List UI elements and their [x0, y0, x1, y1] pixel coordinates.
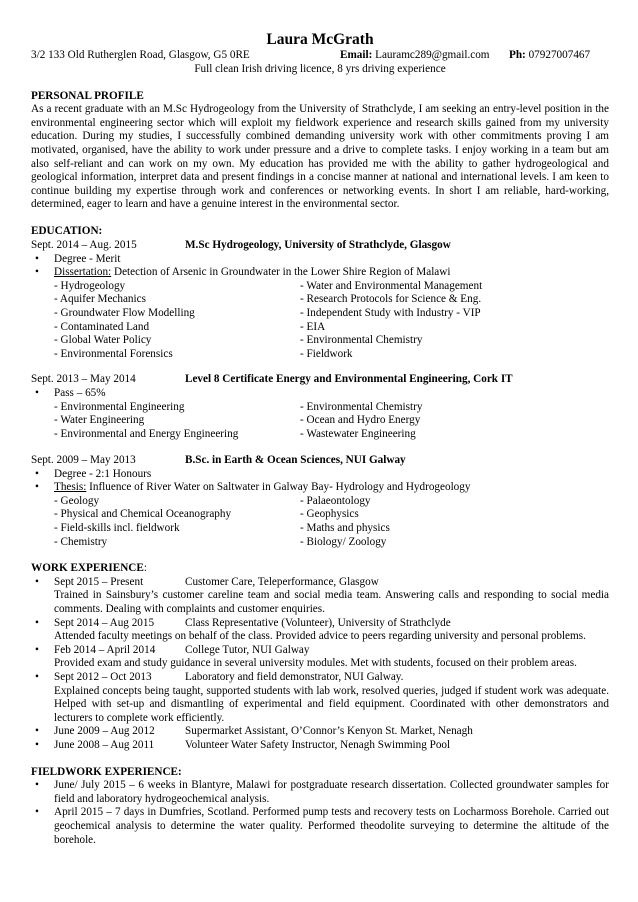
job-head: [54, 644, 609, 658]
job-item: [31, 576, 609, 617]
bullet-icon: •: [35, 725, 39, 738]
job-description: Attended faculty meetings on behalf of the class. Provided advice to peers regarding university and personal problems.: [54, 630, 586, 643]
job-role: Customer Care, Teleperformance, Glasgow: [185, 575, 379, 588]
bullet-item: [31, 266, 609, 280]
module-list: [31, 280, 609, 362]
bullet-item: [31, 253, 609, 267]
module-row: [54, 321, 609, 335]
thesis-text: Influence of River Water on Saltwater in Galway Bay- Hydrology and Hydrogeology: [86, 481, 471, 494]
address: 3/2 133 Old Rutherglen Road, Glasgow, G5 0RE: [31, 49, 250, 61]
module-row: [54, 401, 609, 415]
job-description: Trained in Sainsbury’s customer careline team and social media team. Answering calls and responding to social media comments. Dealing with complaints and customer enquiries.: [54, 589, 609, 615]
bullet-icon: •: [35, 252, 39, 265]
module-item: - EIA: [300, 320, 326, 333]
module-list: [31, 495, 609, 549]
education-grade: Pass – 65%: [54, 387, 106, 400]
email-block: [340, 49, 490, 63]
job-role: Volunteer Water Safety Instructor, Nenagh Swimming Pool: [185, 738, 451, 751]
job-item: [31, 671, 609, 725]
work-heading-colon: :: [143, 562, 147, 575]
contact-line: [31, 49, 609, 63]
email-link[interactable]: Lauramc289@gmail.com: [375, 49, 490, 61]
module-item: - Physical and Chemical Oceanography: [54, 508, 232, 521]
profile-heading: PERSONAL PROFILE: [31, 89, 144, 102]
bullet-icon: •: [35, 643, 39, 656]
bullet-item: [31, 481, 609, 495]
module-item: - Fieldwork: [300, 347, 353, 360]
job-role: Supermarket Assistant, O’Connor’s Kenyon St. Market, Nenagh: [185, 725, 473, 738]
education-entry: [31, 239, 609, 253]
work-heading: [31, 562, 609, 576]
fieldwork-heading: FIELDWORK EXPERIENCE:: [31, 765, 182, 778]
job-head: [54, 725, 609, 739]
education-entry: [31, 373, 609, 387]
job-item: [31, 739, 609, 753]
cv-page: [31, 30, 609, 847]
profile-text: As a recent graduate with an M.Sc Hydrogeology from the University of Strathclyde, I am seeking an entry-level position in the environmental engineering sector which will exploit my fieldwork experience and research skills gained from my university education. During my studies, I successfully combined demanding university work with other commitments proving I am motivated, organised, have the ability to work under pressure and a drive to complete tasks. I enjoy working in a team but am also self-reliant and can work on my own. My education has provided me with the ability to gather hydrogeological and geological information, interpret data and present findings in a concise manner at national and international levels. I am keen to continue building my expertise through work and conferences or networking events. In short I am reliable, hard-working, determined, eager to learn and have a genuine interest in the environmental sector.: [31, 103, 609, 211]
job-dates: June 2008 – Aug 2011: [54, 738, 155, 751]
module-row: [54, 522, 609, 536]
bullet-icon: •: [35, 670, 39, 683]
job-description: Provided exam and study guidance in several university modules. Met with students, focused on their problem areas.: [54, 657, 577, 670]
fieldwork-text: April 2015 – 7 days in Dumfries, Scotland. Performed pump tests and recovery tests on Locharmoss Borehole. Carried out geochemical analysis to determine the water quality. Performed theodolite surveying to determine the altitude of the borehole.: [54, 806, 609, 846]
job-head: [54, 576, 609, 590]
job-dates: Sept 2012 – Oct 2013: [54, 670, 152, 683]
bullet-icon: •: [35, 575, 39, 588]
module-item: - Palaeontology: [300, 494, 371, 507]
education-title: M.Sc Hydrogeology, University of Strathclyde, Glasgow: [185, 238, 451, 251]
bullet-icon: •: [35, 738, 39, 751]
job-head: [54, 617, 609, 631]
module-item: - Environmental Forensics: [54, 347, 173, 360]
job-role: Class Representative (Volunteer), University of Strathclyde: [185, 616, 451, 629]
bullet-item: [31, 387, 609, 401]
job-dates: Sept 2014 – Aug 2015: [54, 616, 155, 629]
module-row: [54, 428, 609, 442]
job-dates: Sept 2015 – Present: [54, 575, 144, 588]
module-row: [54, 348, 609, 362]
job-dates: June 2009 – Aug 2012: [54, 725, 155, 738]
module-row: [54, 536, 609, 550]
fieldwork-item: [31, 779, 609, 806]
bullet-icon: •: [35, 266, 39, 279]
cv-name: Laura McGrath: [266, 31, 374, 48]
job-dates: Feb 2014 – April 2014: [54, 643, 156, 656]
email-label: Email:: [340, 49, 373, 61]
job-role: College Tutor, NUI Galway: [185, 643, 310, 656]
bullet-icon: •: [35, 806, 39, 819]
education-entry: [31, 454, 609, 468]
module-item: - Global Water Policy: [54, 334, 152, 347]
module-item: - Ocean and Hydro Energy: [300, 414, 421, 427]
module-item: - Environmental and Energy Engineering: [54, 428, 239, 441]
module-item: - Water Engineering: [54, 414, 145, 427]
module-row: [54, 495, 609, 509]
module-row: [54, 414, 609, 428]
job-role: Laboratory and field demonstrator, NUI Galway.: [185, 670, 404, 683]
education-title: Level 8 Certificate Energy and Environmental Engineering, Cork IT: [185, 373, 513, 386]
bullet-icon: •: [35, 467, 39, 480]
module-row: [54, 334, 609, 348]
fieldwork-text: June/ July 2015 – 6 weeks in Blantyre, Malawi for postgraduate research dissertation. Collected groundwater samples for field and laboratory hydrogeochemical analysis.: [54, 779, 609, 805]
education-heading: EDUCATION:: [31, 224, 103, 237]
module-item: - Environmental Engineering: [54, 400, 185, 413]
phone-number: 07927007467: [528, 49, 591, 61]
license-line: Full clean Irish driving licence, 8 yrs driving experience: [194, 63, 446, 75]
module-row: [54, 280, 609, 294]
education-grade: Degree - Merit: [54, 252, 121, 265]
module-row: [54, 307, 609, 321]
module-item: - Hydrogeology: [54, 279, 126, 292]
phone-label: Ph:: [509, 49, 526, 61]
job-head: [54, 739, 609, 753]
module-item: - Water and Environmental Management: [300, 279, 483, 292]
module-item: - Chemistry: [54, 535, 108, 548]
job-description: Explained concepts being taught, supported students with lab work, resolved queries, judged if student work was adequate. Helped with set-up and dismantling of experimental and field equipment. Coordinated with other demonstrators and lecturers to complete work efficiently.: [54, 684, 609, 724]
job-head: [54, 671, 609, 685]
education-title: B.Sc. in Earth & Ocean Sciences, NUI Galway: [185, 453, 406, 466]
phone-block: [509, 49, 590, 63]
module-item: - Independent Study with Industry - VIP: [300, 306, 481, 319]
module-item: - Groundwater Flow Modelling: [54, 306, 195, 319]
job-item: [31, 617, 609, 644]
education-grade: Degree - 2:1 Honours: [54, 467, 152, 480]
job-item: [31, 725, 609, 739]
module-item: - Maths and physics: [300, 522, 390, 535]
education-dates: Sept. 2014 – Aug. 2015: [31, 238, 137, 251]
thesis-text: Detection of Arsenic in Groundwater in the Lower Shire Region of Malawi: [111, 266, 451, 279]
education-dates: Sept. 2009 – May 2013: [31, 453, 136, 466]
module-row: [54, 293, 609, 307]
module-item: - Research Protocols for Science & Eng.: [300, 293, 482, 306]
module-item: - Geophysics: [300, 508, 359, 521]
thesis-label: Thesis:: [54, 481, 87, 494]
bullet-icon: •: [35, 387, 39, 400]
bullet-icon: •: [35, 616, 39, 629]
module-item: - Environmental Chemistry: [300, 334, 423, 347]
module-item: - Geology: [54, 494, 100, 507]
module-item: - Environmental Chemistry: [300, 400, 423, 413]
fieldwork-item: [31, 806, 609, 847]
module-list: [31, 401, 609, 442]
bullet-icon: •: [35, 779, 39, 792]
module-row: [54, 508, 609, 522]
education-dates: Sept. 2013 – May 2014: [31, 373, 136, 386]
job-item: [31, 644, 609, 671]
work-heading-text: WORK EXPERIENCE: [31, 562, 144, 575]
module-item: - Wastewater Engineering: [300, 428, 416, 441]
module-item: - Contaminated Land: [54, 320, 150, 333]
module-item: - Aquifer Mechanics: [54, 293, 146, 306]
bullet-item: [31, 468, 609, 482]
module-item: - Field-skills incl. fieldwork: [54, 522, 180, 535]
thesis-label: Dissertation:: [54, 266, 112, 279]
module-item: - Biology/ Zoology: [300, 535, 387, 548]
bullet-icon: •: [35, 481, 39, 494]
